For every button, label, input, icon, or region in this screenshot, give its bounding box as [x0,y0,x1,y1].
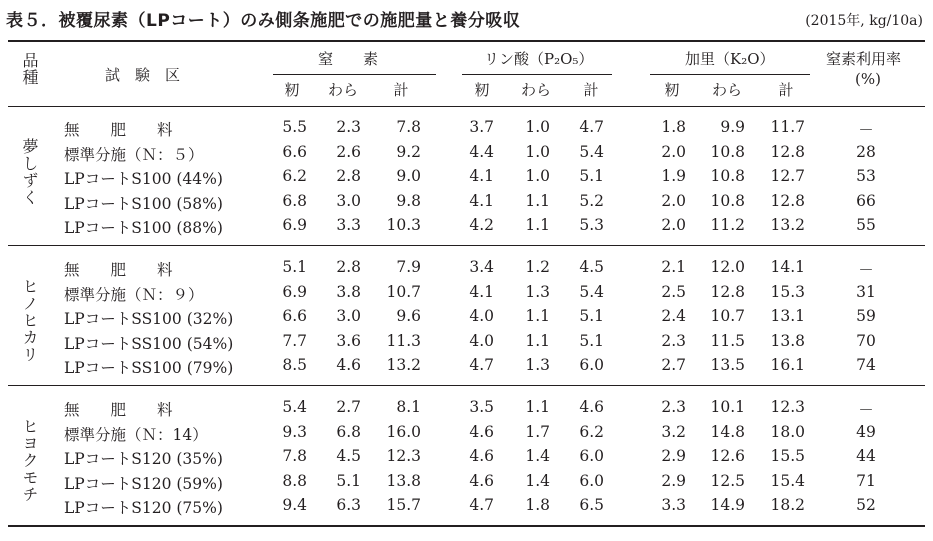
value-cell: 6.0 [579,471,604,490]
value-cell: 1.7 [525,422,550,441]
value-cell: 7.8 [396,118,421,136]
value-cell: 3.6 [336,331,361,350]
value-cell: 9.6 [396,307,421,325]
plot-label: LPコートS120 (75%) [64,499,223,517]
variety-label: ヒノヒカリ [20,278,39,363]
plot-label: LPコートS120 (35%) [64,450,223,468]
value-cell: 18.0 [770,422,805,441]
value-cell: 4.6 [469,447,494,465]
nitrogen-subrule [273,74,436,75]
value-cell: 6.2 [579,422,604,441]
value-cell: 16.0 [386,422,421,441]
value-cell: 10.3 [386,216,421,234]
value-cell: 1.1 [525,191,550,210]
value-cell: 5.4 [579,142,604,161]
value-cell: 6.8 [282,191,307,210]
potash-subrule [650,74,810,75]
value-cell: 3.3 [661,496,686,514]
value-cell: 8.1 [396,398,421,416]
value-cell: 7.9 [396,258,421,276]
plot-label: LPコートS100 (88%) [64,219,223,237]
variety-header: 品種 [20,52,39,86]
value-cell: 3.3 [336,216,361,234]
value-cell: 4.0 [469,307,494,325]
value-cell: 1.9 [661,167,686,185]
value-cell: 10.8 [710,167,745,185]
value-cell: 3.5 [469,398,494,416]
variety-label: ヒヨクモチ [20,418,39,503]
value-cell: 1.8 [661,118,686,136]
plot-header: 試 験 区 [105,66,181,84]
value-cell: 13.1 [770,307,805,325]
value-cell: 2.3 [336,118,361,136]
value-cell: 6.9 [282,282,307,301]
utilization-cell: 44 [856,447,876,465]
value-cell: 3.8 [336,282,361,301]
value-cell: 6.6 [282,142,307,161]
value-cell: 5.1 [579,167,604,185]
sub-header-0: 籾 [284,81,300,99]
value-cell: 6.8 [336,422,361,441]
value-cell: 1.8 [525,496,550,514]
sub-header-4: わら [520,81,551,99]
utilization-cell: － [858,261,874,279]
value-cell: 11.3 [386,331,421,350]
value-cell: 7.8 [282,447,307,465]
value-cell: 4.4 [469,142,494,161]
value-cell: 11.2 [710,216,745,234]
table-title: 表５．被覆尿素（LPコート）のみ側条施肥での施肥量と養分吸収 [6,11,521,31]
value-cell: 4.6 [336,356,361,374]
value-cell: 5.1 [336,471,361,490]
value-cell: 15.5 [770,447,805,465]
value-cell: 5.4 [579,282,604,301]
value-cell: 2.3 [661,398,686,416]
value-cell: 7.7 [282,331,307,350]
variety-label: 夢しずく [20,138,39,206]
potash-header: 加里（K₂O） [685,50,775,68]
value-cell: 4.1 [469,167,494,185]
table-units: (2015年, kg/10a) [805,13,923,29]
value-cell: 6.9 [282,216,307,234]
value-cell: 12.6 [710,447,745,465]
value-cell: 2.0 [661,191,686,210]
value-cell: 5.5 [282,118,307,136]
plot-label: 無 肥 料 [64,121,173,139]
value-cell: 6.5 [579,496,604,514]
plot-label: LPコートS100 (44%) [64,170,223,188]
plot-label: 標準分施（Ｎ：９） [64,285,204,304]
utilization-cell: 52 [856,496,876,514]
plot-label: LPコートSS100 (32%) [64,310,234,328]
value-cell: 13.2 [770,216,805,234]
value-cell: 6.0 [579,356,604,374]
group-divider-2 [8,385,925,386]
value-cell: 2.0 [661,216,686,234]
value-cell: 15.4 [770,471,805,490]
value-cell: 1.3 [525,356,550,374]
value-cell: 4.7 [469,356,494,374]
value-cell: 2.0 [661,142,686,161]
utilization-cell: 66 [856,191,876,210]
utilization-header: 窒素利用率 [826,50,902,68]
value-cell: 4.7 [579,118,604,136]
sub-header-1: わら [327,81,358,99]
value-cell: 1.3 [525,282,550,301]
value-cell: 18.2 [770,496,805,514]
sub-header-6: 籾 [664,81,680,99]
utilization-cell: 49 [856,422,876,441]
value-cell: 9.4 [282,496,307,514]
utilization-cell: 31 [856,282,876,301]
value-cell: 12.8 [710,282,745,301]
top-rule [8,40,925,42]
value-cell: 12.8 [770,191,805,210]
sub-header-8: 計 [778,81,794,99]
value-cell: 4.1 [469,282,494,301]
nitrogen-header: 窒 素 [318,50,379,68]
value-cell: 4.6 [469,422,494,441]
value-cell: 12.0 [710,258,745,276]
value-cell: 9.0 [396,167,421,185]
value-cell: 15.3 [770,282,805,301]
header-bottom-rule [8,106,925,107]
value-cell: 2.9 [661,471,686,490]
group-divider-1 [8,245,925,246]
value-cell: 1.4 [525,447,550,465]
value-cell: 2.3 [661,331,686,350]
value-cell: 9.3 [282,422,307,441]
value-cell: 2.8 [336,258,361,276]
value-cell: 1.1 [525,307,550,325]
plot-label: 無 肥 料 [64,261,173,279]
value-cell: 4.0 [469,331,494,350]
value-cell: 4.7 [469,496,494,514]
value-cell: 1.4 [525,471,550,490]
value-cell: 12.3 [770,398,805,416]
value-cell: 5.1 [579,307,604,325]
value-cell: 2.7 [661,356,686,374]
value-cell: 4.6 [469,471,494,490]
value-cell: 3.0 [336,191,361,210]
value-cell: 4.2 [469,216,494,234]
value-cell: 5.3 [579,216,604,234]
value-cell: 12.5 [710,471,745,490]
value-cell: 10.8 [710,191,745,210]
value-cell: 2.4 [661,307,686,325]
value-cell: 11.7 [770,118,805,136]
value-cell: 1.2 [525,258,550,276]
value-cell: 6.6 [282,307,307,325]
value-cell: 2.9 [661,447,686,465]
value-cell: 16.1 [770,356,805,374]
value-cell: 5.1 [579,331,604,350]
plot-label: LPコートSS100 (79%) [64,359,234,377]
sub-header-3: 籾 [474,81,490,99]
utilization-cell: 74 [856,356,876,374]
utilization-cell: 70 [856,331,876,350]
value-cell: 13.2 [386,356,421,374]
value-cell: 12.3 [386,447,421,465]
utilization-cell: － [858,121,874,139]
value-cell: 3.7 [469,118,494,136]
phosphate-subrule [462,74,612,75]
value-cell: 4.5 [579,258,604,276]
sub-header-7: わら [711,81,742,99]
value-cell: 5.4 [282,398,307,416]
utilization-cell: 59 [856,307,876,325]
value-cell: 14.1 [770,258,805,276]
value-cell: 11.5 [710,331,745,350]
value-cell: 1.0 [525,167,550,185]
value-cell: 10.8 [710,142,745,161]
bottom-rule [8,525,925,527]
value-cell: 1.1 [525,331,550,350]
value-cell: 4.1 [469,191,494,210]
value-cell: 1.0 [525,118,550,136]
value-cell: 2.6 [336,142,361,161]
value-cell: 8.8 [282,471,307,490]
utilization-cell: 28 [856,142,876,161]
plot-label: LPコートS100 (58%) [64,194,223,213]
utilization-unit: (%) [855,70,881,88]
value-cell: 4.6 [579,398,604,416]
plot-label: LPコートS120 (59%) [64,474,223,493]
value-cell: 1.0 [525,142,550,161]
value-cell: 1.1 [525,398,550,416]
value-cell: 2.7 [336,398,361,416]
value-cell: 10.7 [386,282,421,301]
plot-label: 標準分施（Ｎ：５） [64,145,204,164]
value-cell: 14.8 [710,422,745,441]
phosphate-header: リン酸（P₂O₅） [484,50,594,68]
utilization-cell: 53 [856,167,876,185]
value-cell: 5.2 [579,191,604,210]
value-cell: 8.5 [282,356,307,374]
value-cell: 4.5 [336,447,361,465]
utilization-cell: 55 [856,216,876,234]
utilization-cell: － [858,401,874,419]
value-cell: 6.0 [579,447,604,465]
value-cell: 14.9 [710,496,745,514]
value-cell: 3.2 [661,422,686,441]
value-cell: 15.7 [386,496,421,514]
plot-label: 無 肥 料 [64,401,173,419]
utilization-cell: 71 [856,471,876,490]
value-cell: 10.1 [710,398,745,416]
plot-label: 標準分施（Ｎ：14） [64,425,208,444]
sub-header-2: 計 [393,81,409,99]
value-cell: 5.1 [282,258,307,276]
value-cell: 2.1 [661,258,686,276]
value-cell: 13.5 [710,356,745,374]
value-cell: 13.8 [386,471,421,490]
plot-label: LPコートSS100 (54%) [64,334,234,353]
sub-header-5: 計 [583,81,599,99]
value-cell: 9.8 [396,191,421,210]
value-cell: 3.0 [336,307,361,325]
value-cell: 2.5 [661,282,686,301]
value-cell: 9.2 [396,142,421,161]
value-cell: 10.7 [710,307,745,325]
value-cell: 9.9 [720,118,745,136]
value-cell: 3.4 [469,258,494,276]
value-cell: 6.3 [336,496,361,514]
value-cell: 13.8 [770,331,805,350]
value-cell: 1.1 [525,216,550,234]
value-cell: 2.8 [336,167,361,185]
value-cell: 12.7 [770,167,805,185]
value-cell: 6.2 [282,167,307,185]
value-cell: 12.8 [770,142,805,161]
